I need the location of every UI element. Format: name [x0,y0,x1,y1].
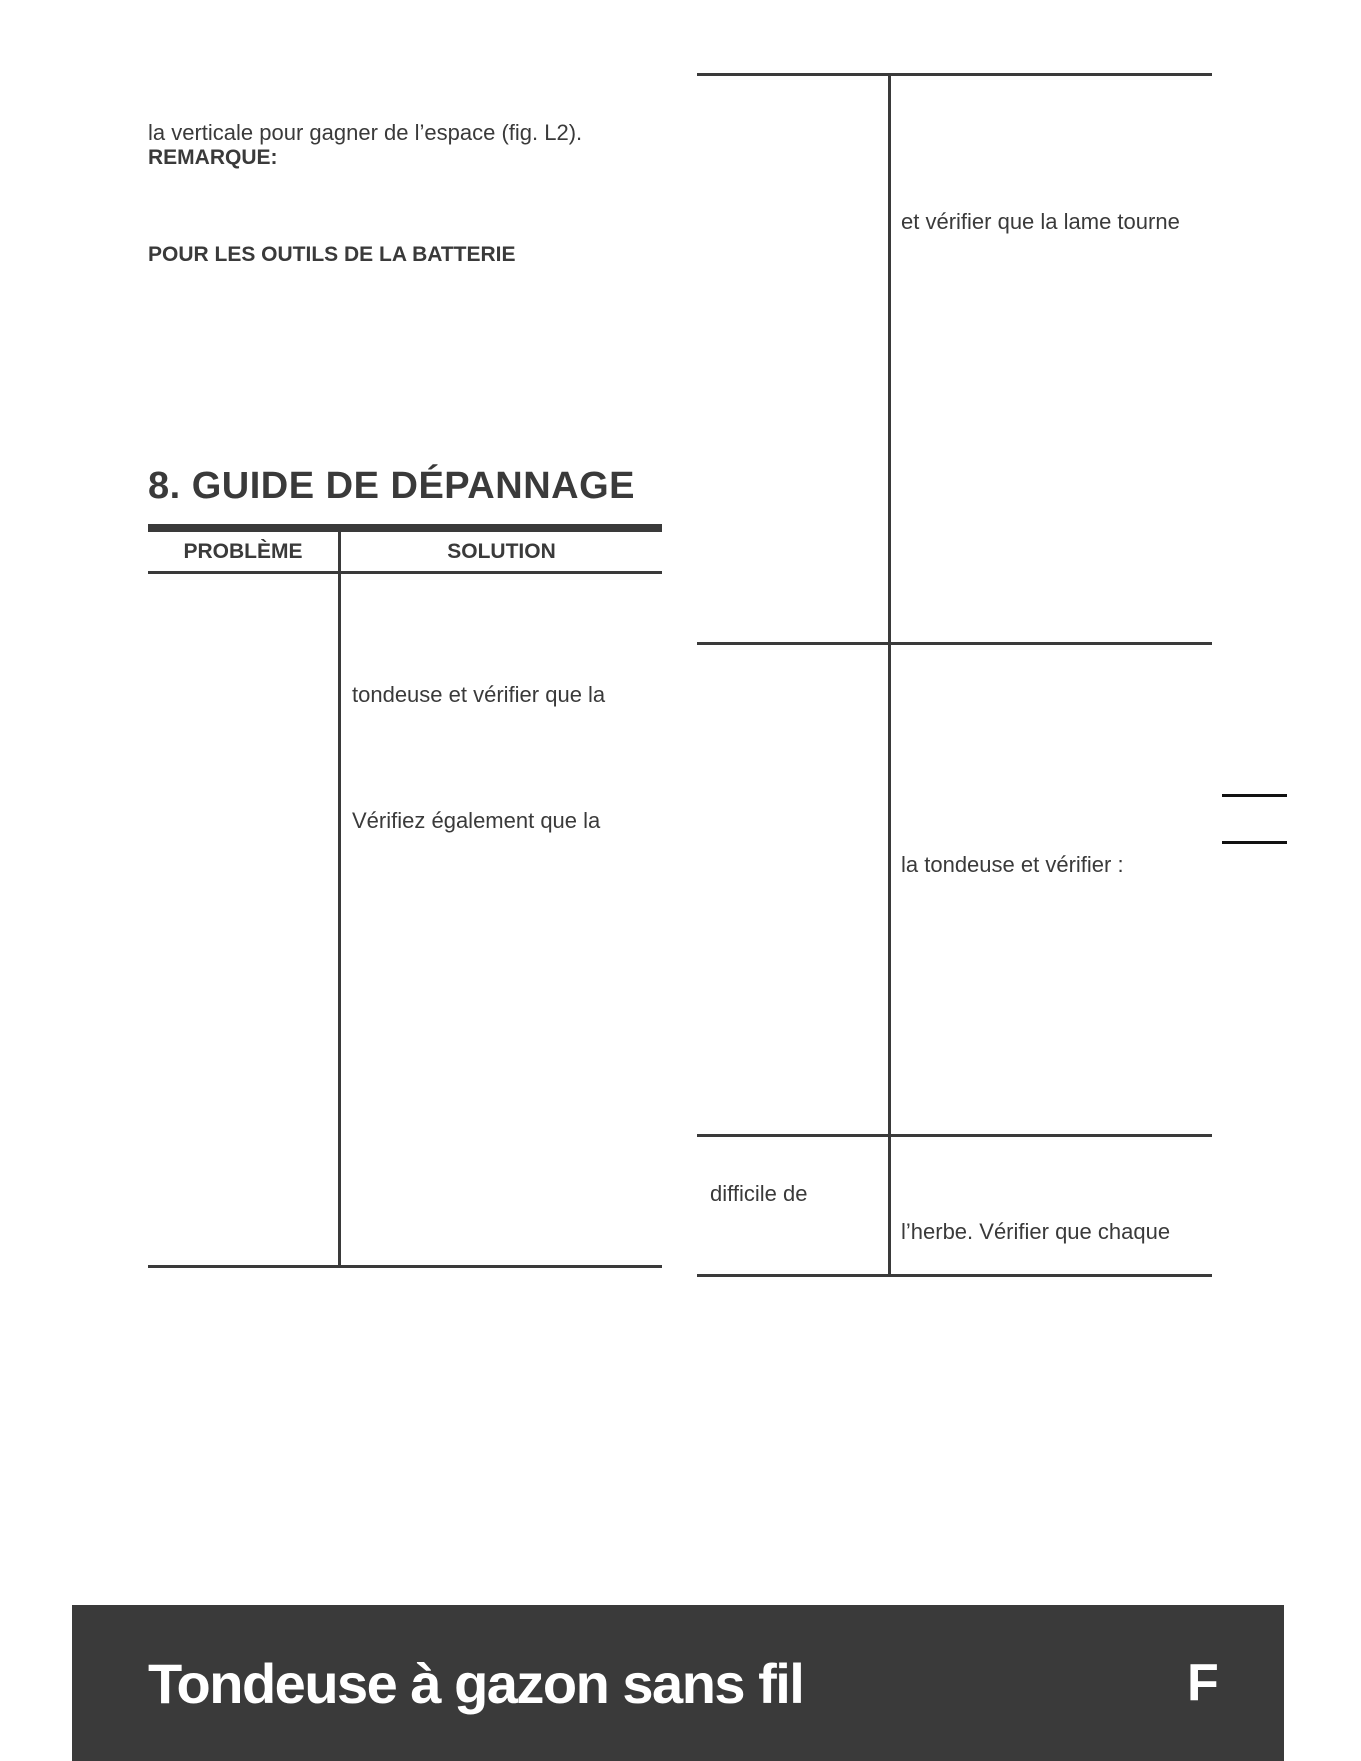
body-text-line: la verticale pour gagner de l’espace (fig. L2). [148,120,583,145]
table-row-rule [697,642,1212,645]
solution-text: l’herbe. Vérifier que chaque [901,1219,1171,1244]
side-tab-rule [1222,841,1287,844]
footer-title: Tondeuse à gazon sans fil [148,1652,804,1715]
table-top-rule [697,73,1212,76]
table-column-divider [338,532,341,1268]
table-top-rule [148,524,662,532]
remark-label: REMARQUE: [148,146,278,169]
table-bottom-rule [148,1265,662,1268]
column-header-solution: SOLUTION [447,540,556,563]
footer-bar [72,1605,1284,1761]
table-bottom-rule [697,1274,1212,1277]
table-header-rule [148,571,662,574]
side-tab-rule [1222,794,1287,797]
section-heading: 8. GUIDE DE DÉPANNAGE [148,465,635,507]
solution-text: et vérifier que la lame tourne [901,209,1180,234]
column-header-problem: PROBLÈME [183,540,303,563]
solution-text: Vérifiez également que la [352,808,601,833]
table-column-divider [888,76,891,1276]
solution-text: tondeuse et vérifier que la [352,682,606,707]
language-letter: F [1187,1654,1219,1712]
solution-text: la tondeuse et vérifier : [901,852,1124,877]
problem-text: difficile de [710,1181,808,1206]
table-row-rule [697,1134,1212,1137]
battery-heading: POUR LES OUTILS DE LA BATTERIE [148,243,516,266]
